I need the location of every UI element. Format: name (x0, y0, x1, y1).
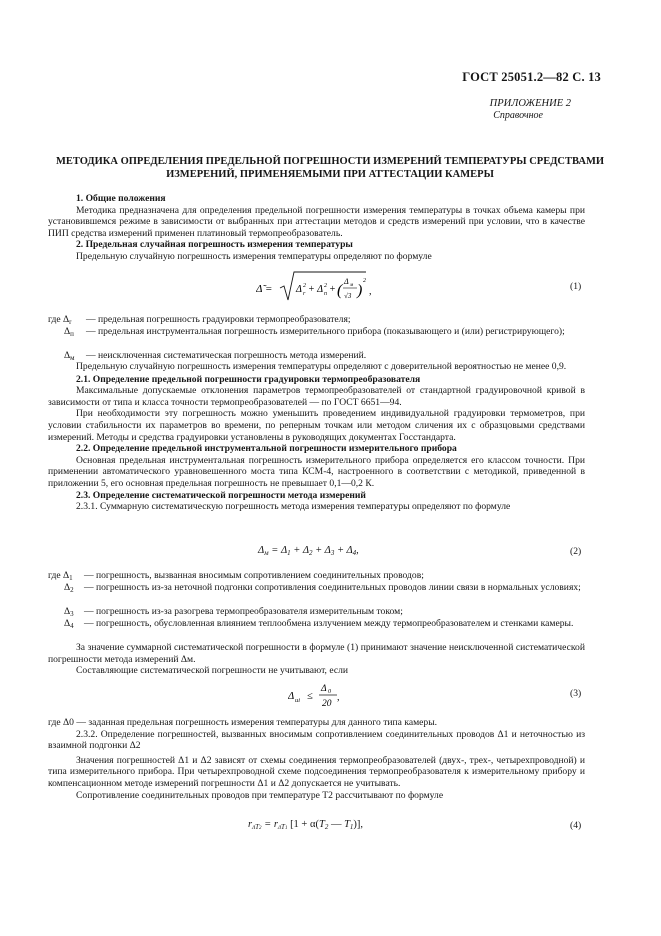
paragraph: Значения погрешностей Δ1 и Δ2 зависят от схемы соединения термопреобразователей (двух-, трех-, четырехпроводной) и типа измерительного прибора. При четырехпроводной схеме подсоединения термопреобразователя к измерительному прибору и компенсационном методе измерений погрешности Δ1 и Δ2 допускается не учитывать. (48, 754, 585, 789)
paragraph: Предельную случайную погрешность измерения температуры определяют с доверительной вероятностью не менее 0,9. (76, 361, 567, 372)
section-1 (48, 193, 585, 263)
definition-item (48, 606, 585, 618)
svg-text:+: + (329, 284, 336, 295)
definition-text: — погрешность из-за неточной подгонки сопротивления соединительных проводов линии связи в нормальных условиях; (84, 582, 581, 593)
section-2-body (48, 361, 585, 513)
definition-symbol: $\Delta_м$ (64, 350, 75, 362)
definition-symbol: $\Delta_2$ (64, 582, 74, 594)
definition-list-2 (48, 570, 585, 642)
svg-text:Δ̃ =: Δ̃ = (256, 283, 273, 295)
svg-text:,: , (337, 692, 340, 703)
paragraph: Составляющие систематической погрешности не учитывают, если (76, 665, 349, 677)
definition-symbol: $\Delta_3$ (64, 606, 74, 618)
page-header: ГОСТ 25051.2—82 С. 13 (462, 70, 601, 84)
formula-3-graphic (288, 680, 358, 710)
svg-text:Δ: Δ (344, 277, 349, 286)
svg-text:Δ: Δ (296, 284, 302, 295)
svg-text:≤: ≤ (307, 691, 313, 702)
definition-symbol: где $\Delta_1$ (48, 570, 73, 582)
appendix-label: ПРИЛОЖЕНИЕ 2 (489, 98, 571, 109)
definition-text: — предельная погрешность градуировки термопреобразователя; (86, 314, 351, 325)
formula-1 (256, 270, 386, 307)
svg-text:м: м (350, 283, 354, 288)
paragraph: При необходимости эту погрешность можно уменьшить проведением индивидуальной градуировки термометров, при условии стабильности их параметров во времени, по реперным точкам или методом сличения их с образцовыми средствами измерений. Методы и средства градуировки установлены в руководящих документах Госстандарта. (48, 408, 585, 443)
svg-text:2: 2 (363, 278, 366, 284)
definition-item (48, 326, 585, 350)
definition-symbol: где $\Delta_r$ (48, 314, 72, 326)
formula-3-number: (3) (570, 688, 582, 699)
definition-item (48, 314, 585, 326)
paragraph: Максимальные допускаемые отклонения параметров термопреобразователей от стандартной градуировочной кривой в зависимости от типа и класса точности термопреобразователей — по ГОСТ 6651—94. (48, 385, 585, 408)
svg-text:0: 0 (328, 689, 331, 695)
svg-text:Δ: Δ (321, 684, 327, 694)
svg-text:20: 20 (322, 699, 332, 709)
svg-text:Δ: Δ (288, 691, 295, 702)
definition-item (48, 582, 585, 606)
definition-item (48, 618, 585, 642)
svg-text:п: п (324, 291, 327, 297)
appendix-type: Справочное (493, 110, 543, 121)
svg-text:(: ( (337, 282, 343, 299)
document-title: МЕТОДИКА ОПРЕДЕЛЕНИЯ ПРЕДЕЛЬНОЙ ПОГРЕШНОСТИ ИЗМЕРЕНИЙ ТЕМПЕРАТУРЫ СРЕДСТВАМИ ИЗМЕРЕНИЙ, ПРИМЕНЯЕМЫМИ ПРИ АТТЕСТАЦИИ КАМЕРЫ (55, 156, 605, 180)
paragraph: Методика предназначена для определения предельной погрешности измерения температуры в точках объема камеры при установившемся режиме в зависимости от выбранных при аттестации методов и средств измерений при условии, что в качестве ПИП средства измерений применен платиновый термопреобразователь. (48, 204, 585, 239)
definition-symbol: $\Delta_4$ (64, 618, 74, 630)
svg-text:2: 2 (303, 283, 306, 289)
definition-text: — погрешность, вызванная вносимым сопротивлением соединительных проводов; (84, 570, 424, 581)
svg-text:r: r (303, 291, 306, 297)
section-heading: 1. Общие положения (76, 193, 166, 204)
svg-text:+ Δ: + Δ (308, 284, 323, 295)
section-heading: 2.2. Определение предельной инструментальной погрешности измерительного прибора (76, 443, 457, 455)
subsection-heading: 2.3.2. Определение погрешностей, вызванных вносимым сопротивлением соединительных проводов Δ1 и неточностью из взаимной подгонки Δ2 (48, 728, 585, 752)
section-2-3-2 (48, 717, 585, 801)
paragraph: Сопротивление соединительных проводов при температуре T2 рассчитывают по формуле (76, 789, 444, 801)
section-heading: 2.1. Определение предельной погрешности градуировки термопреобразователя (76, 373, 421, 385)
formula-4: $r_{лT2} = r_{лT1}$ [$1 + \alpha(T_2$ — $T_1$)], (248, 819, 364, 831)
svg-text:√3: √3 (344, 292, 352, 300)
formula-2-number: (2) (570, 546, 582, 557)
definition-list-1 (48, 314, 585, 362)
formula-1-number: (1) (570, 281, 582, 292)
definition-item (48, 570, 585, 582)
section-heading: 2.3. Определение систематической погрешности метода измерений (76, 489, 366, 501)
svg-text:,: , (369, 286, 372, 297)
definition-text: — предельная инструментальная погрешность измерительного прибора (показывающего и (или) регистрирующего); (86, 326, 565, 337)
svg-text:2: 2 (324, 283, 327, 289)
svg-text:): ) (357, 282, 363, 299)
formula-4-number: (4) (570, 820, 582, 831)
definition-d0: где Δ0 — заданная предельная погрешность измерения температуры для данного типа камеры. (48, 717, 438, 728)
formula-2: $\Delta_м = \Delta_1 + \Delta_2 + \Delta_3 + \Delta_4$, (258, 545, 359, 557)
definition-symbol: $\Delta_п$ (64, 326, 74, 338)
svg-text:иi: иi (295, 697, 301, 704)
section-heading: 2. Предельная случайная погрешность измерения температуры (76, 239, 353, 251)
paragraph: Основная предельная инструментальная погрешность измерительного прибора определяется его классом точности. При применении автоматического уравновешенного моста типа КСМ-4, настроенного в соответствии с методикой, приведенной в приложении 5, его основная предельная погрешность не превышает 0,1—0,2 К. (48, 454, 585, 489)
paragraph: 2.3.1. Суммарную систематическую погрешность метода измерения температуры определяют по формуле (76, 501, 511, 513)
paragraph: Предельную случайную погрешность измерения температуры определяют по формуле (76, 250, 432, 262)
definition-text: — неисключенная систематическая погрешность метода измерений. (86, 350, 367, 361)
definition-text: — погрешность из-за разогрева термопреобразователя измерительным током; (84, 606, 403, 617)
formula-1-graphic (256, 270, 386, 304)
section-2-3-body (48, 642, 585, 677)
definition-text: — погрешность, обусловленная влиянием теплообмена излучением между термопреобразователем и стенками камеры. (84, 618, 574, 629)
formula-3 (288, 680, 358, 713)
paragraph: За значение суммарной систематической погрешности в формуле (1) принимают значение неисключенной систематической погрешности метода измерений Δм. (48, 642, 585, 665)
